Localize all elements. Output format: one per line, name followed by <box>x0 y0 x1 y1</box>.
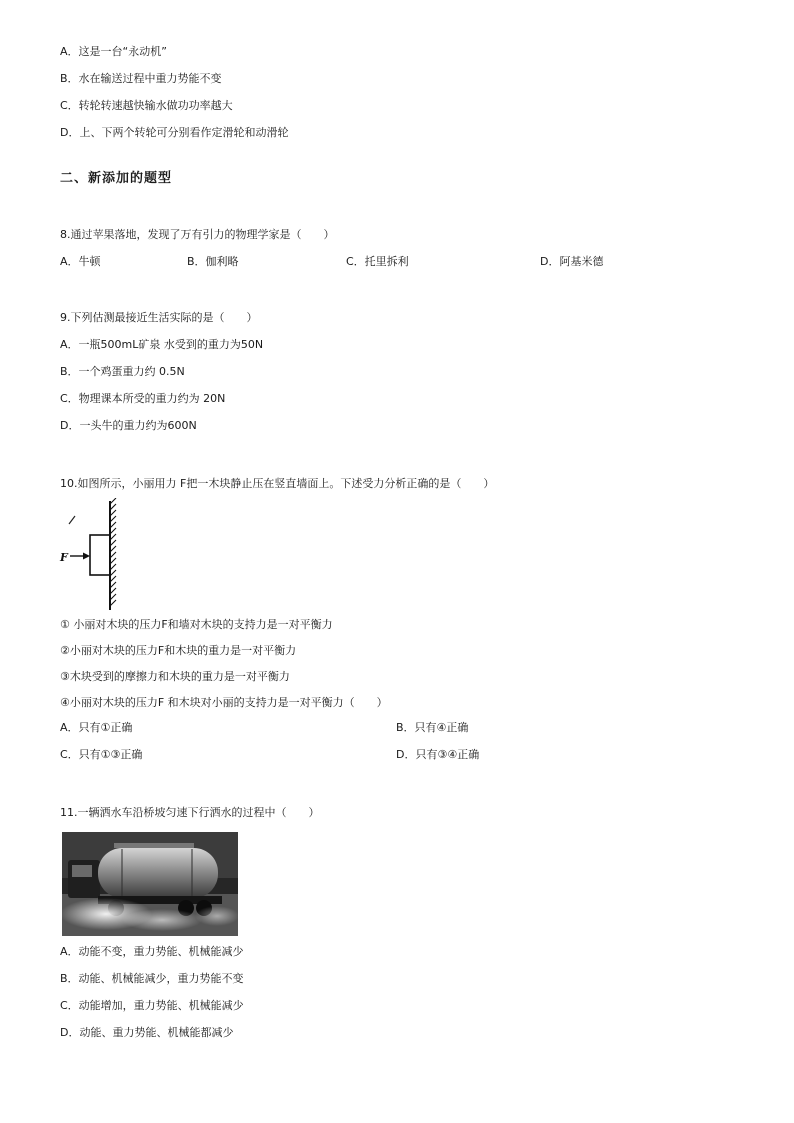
q10-statement-1: ① 小丽对木块的压力F和墙对木块的支持力是一对平衡力 <box>60 618 333 631</box>
q11-option-c: C．动能增加，重力势能、机械能减少 <box>60 999 244 1012</box>
q7-option-c: C．转轮转速越快输水做功功率越大 <box>60 99 233 112</box>
q9-option-d: D．一头牛的重力约为600N <box>60 419 197 432</box>
q10-option-c: C．只有①③正确 <box>60 748 143 761</box>
q8-option-a: A．牛顿 <box>60 255 101 268</box>
q11-option-b: B．动能、机械能减少，重力势能不变 <box>60 972 244 985</box>
q8-option-b: B．伽利略 <box>187 255 239 268</box>
section-heading: 二、新添加的题型 <box>60 171 173 186</box>
q9-option-a: A．一瓶500mL矿泉 水受到的重力为50N <box>60 338 264 351</box>
q9-stem: 9.下列估测最接近生活实际的是（ ） <box>60 311 258 324</box>
q11-option-d: D．动能、重力势能、机械能都减少 <box>60 1026 234 1039</box>
q10-statement-3: ③木块受到的摩擦力和木块的重力是一对平衡力 <box>60 670 290 683</box>
q10-statement-4: ④小丽对木块的压力F 和木块对小丽的支持力是一对平衡力（ ） <box>60 696 388 709</box>
q8-stem: 8.通过苹果落地，发现了万有引力的物理学家是（ ） <box>60 228 335 241</box>
q10-stem: 10.如图所示，小丽用力 F把一木块静止压在竖直墙面上。下述受力分析正确的是（ ） <box>60 477 495 490</box>
q8-option-c: C．托里拆利 <box>346 255 409 268</box>
q7-option-b: B．水在输送过程中重力势能不变 <box>60 72 222 85</box>
q10-statement-2: ②小丽对木块的压力F和木块的重力是一对平衡力 <box>60 644 297 657</box>
q10-force-diagram <box>58 498 130 614</box>
q9-option-b: B．一个鸡蛋重力约 0.5N <box>60 365 185 378</box>
q10-option-d: D．只有③④正确 <box>396 748 480 761</box>
q9-option-c: C．物理课本所受的重力约为 20N <box>60 392 226 405</box>
q11-stem: 11.一辆洒水车沿桥坡匀速下行洒水的过程中（ ） <box>60 806 320 819</box>
q10-option-b: B．只有④正确 <box>396 721 469 734</box>
q7-option-a: A．这是一台“永动机” <box>60 45 167 58</box>
q8-option-d: D．阿基米德 <box>540 255 604 268</box>
sprinkler-truck-photo <box>62 832 238 936</box>
q11-option-a: A．动能不变，重力势能、机械能减少 <box>60 945 244 958</box>
q7-option-d: D．上、下两个转轮可分别看作定滑轮和动滑轮 <box>60 126 289 139</box>
force-label: F <box>60 551 68 564</box>
q10-option-a: A．只有①正确 <box>60 721 133 734</box>
